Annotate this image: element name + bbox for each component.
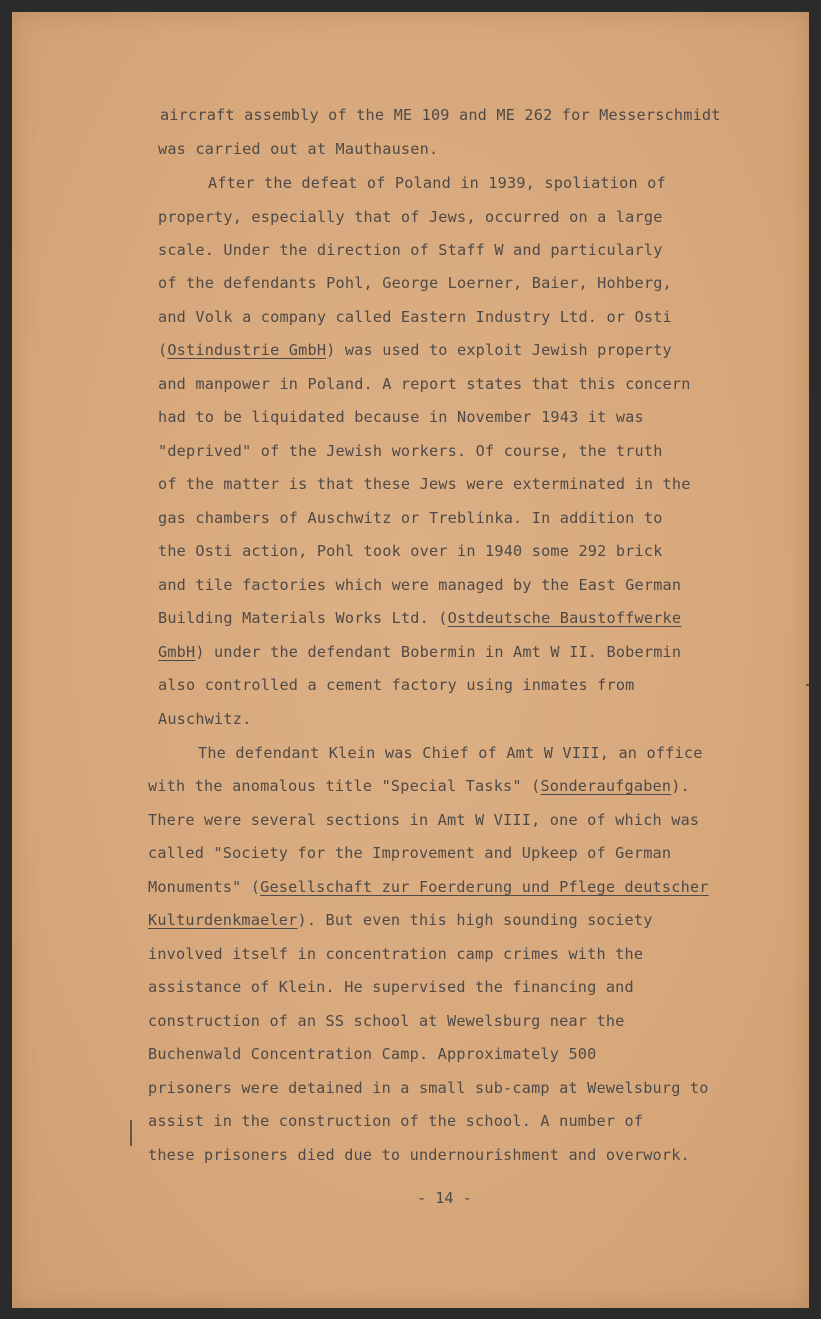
text-line bbox=[158, 542, 663, 560]
text-segment: the Osti action, Pohl took over in 1940 some 292 brick bbox=[158, 542, 663, 560]
text-segment: had to be liquidated because in November 1943 it was bbox=[158, 408, 644, 426]
text-segment: ( bbox=[158, 341, 168, 359]
text-segment: There were several sections in Amt W VIII, one of which was bbox=[148, 811, 700, 829]
underlined-term: Kulturdenkmaeler bbox=[148, 911, 298, 929]
text-segment: prisoners were detained in a small sub-camp at Wewelsburg to bbox=[148, 1079, 709, 1097]
text-line bbox=[148, 811, 699, 829]
text-line bbox=[148, 1045, 597, 1063]
text-line bbox=[148, 1079, 709, 1097]
text-segment: property, especially that of Jews, occurred on a large bbox=[158, 208, 663, 226]
underlined-term: Ostdeutsche Baustoffwerke bbox=[447, 609, 682, 627]
text-segment: scale. Under the direction of Staff W and particularly bbox=[158, 241, 663, 259]
text-segment: ). bbox=[671, 777, 690, 795]
text-line bbox=[148, 878, 709, 896]
underlined-term: Sonderaufgaben bbox=[540, 777, 672, 795]
text-segment: "deprived" of the Jewish workers. Of course, the truth bbox=[158, 442, 663, 460]
text-line bbox=[148, 777, 690, 795]
text-segment: these prisoners died due to undernourishment and overwork. bbox=[148, 1146, 690, 1164]
text-line bbox=[158, 609, 681, 627]
document-page bbox=[12, 12, 809, 1308]
margin-pencil-mark bbox=[130, 1120, 132, 1146]
text-line bbox=[158, 140, 438, 158]
text-segment: called "Society for the Improvement and Upkeep of German bbox=[148, 844, 672, 862]
text-segment: of the matter is that these Jews were exterminated in the bbox=[158, 475, 691, 493]
text-segment: and manpower in Poland. A report states that this concern bbox=[158, 375, 691, 393]
text-line bbox=[158, 475, 691, 493]
text-line bbox=[158, 442, 663, 460]
text-line bbox=[158, 341, 672, 359]
text-segment: of the defendants Pohl, George Loerner, Baier, Hohberg, bbox=[158, 274, 672, 292]
text-segment: assist in the construction of the school. A number of bbox=[148, 1112, 644, 1130]
underlined-term: Gesellschaft zur Foerderung und Pflege deutscher bbox=[260, 878, 709, 896]
text-segment: aircraft assembly of the ME 109 and ME 262 for Messerschmidt bbox=[160, 106, 721, 124]
page-number: - 14 - bbox=[417, 1189, 472, 1207]
text-line bbox=[148, 945, 643, 963]
text-segment: ). But even this high sounding society bbox=[297, 911, 653, 929]
text-segment: Building Materials Works Ltd. ( bbox=[158, 609, 448, 627]
text-segment: After the defeat of Poland in 1939, spoliation of bbox=[208, 174, 666, 192]
underlined-term: GmbH bbox=[158, 643, 196, 661]
text-line bbox=[148, 844, 671, 862]
text-line bbox=[208, 174, 666, 192]
text-segment: ) was used to exploit Jewish property bbox=[326, 341, 672, 359]
margin-tick-mark bbox=[806, 684, 809, 686]
text-segment: ) under the defendant Bobermin in Amt W II. Bobermin bbox=[195, 643, 682, 661]
text-segment: Monuments" ( bbox=[148, 878, 261, 896]
underlined-term: Ostindustrie GmbH bbox=[167, 341, 327, 359]
text-line bbox=[148, 1112, 643, 1130]
text-line bbox=[158, 208, 663, 226]
text-line bbox=[148, 978, 634, 996]
text-segment: involved itself in concentration camp crimes with the bbox=[148, 945, 644, 963]
text-line bbox=[158, 375, 691, 393]
text-line bbox=[160, 106, 721, 124]
text-line bbox=[158, 308, 672, 326]
text-segment: was carried out at Mauthausen. bbox=[158, 140, 439, 158]
text-segment: assistance of Klein. He supervised the financing and bbox=[148, 978, 634, 996]
text-line bbox=[158, 274, 672, 292]
text-segment: The defendant Klein was Chief of Amt W VIII, an office bbox=[198, 744, 703, 762]
text-line bbox=[158, 576, 681, 594]
text-line bbox=[158, 408, 644, 426]
text-segment: and Volk a company called Eastern Industry Ltd. or Osti bbox=[158, 308, 672, 326]
text-line bbox=[148, 1146, 690, 1164]
text-segment: gas chambers of Auschwitz or Treblinka. In addition to bbox=[158, 509, 663, 527]
text-segment: Auschwitz. bbox=[158, 710, 252, 728]
text-segment: with the anomalous title "Special Tasks" ( bbox=[148, 777, 541, 795]
text-segment: also controlled a cement factory using inmates from bbox=[158, 676, 635, 694]
text-line bbox=[158, 676, 635, 694]
text-segment: construction of an SS school at Wewelsburg near the bbox=[148, 1012, 625, 1030]
text-line bbox=[148, 1012, 625, 1030]
text-line bbox=[158, 509, 663, 527]
text-line bbox=[148, 911, 653, 929]
text-segment: and tile factories which were managed by the East German bbox=[158, 576, 682, 594]
text-line bbox=[158, 241, 663, 259]
text-segment: Buchenwald Concentration Camp. Approximately 500 bbox=[148, 1045, 597, 1063]
text-line bbox=[158, 643, 681, 661]
text-line bbox=[198, 744, 703, 762]
text-line bbox=[158, 710, 251, 728]
